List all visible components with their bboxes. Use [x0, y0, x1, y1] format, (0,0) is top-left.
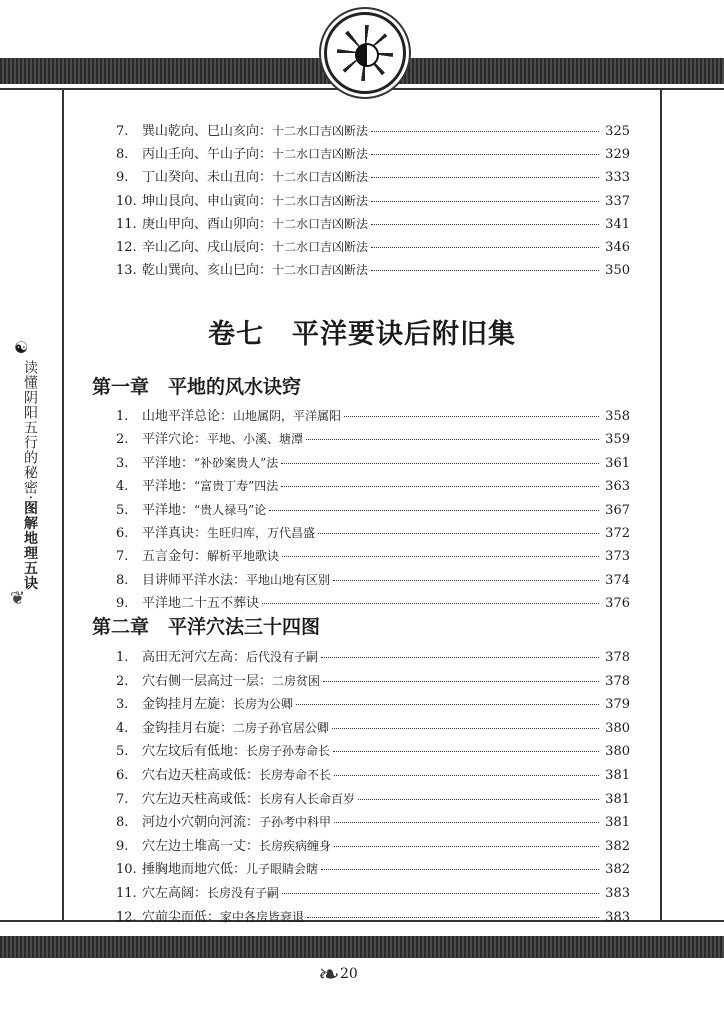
entry-subtitle: 长房寿命不长: [259, 768, 332, 782]
entry-number: 5.: [116, 502, 129, 518]
leader-dots: [333, 751, 599, 752]
entry-title: 五言金句：: [142, 549, 208, 565]
entry-page-number: 382: [605, 838, 630, 854]
frame-left-rule: [62, 90, 64, 920]
entry-number: 3.: [116, 697, 129, 713]
entry-title: 山地平洋总论：: [142, 409, 234, 424]
page-swirl-icon: ❧: [318, 960, 340, 990]
entry-title: 河边小穴朝向河流：: [142, 815, 260, 831]
toc-entry[interactable]: [116, 522, 630, 542]
entry-subtitle: 平地、小溪、塘潭: [207, 432, 304, 447]
entry-title: 捶胸地而地穴低：: [142, 862, 247, 878]
entry-subtitle: 儿子眼睛会瞎: [246, 862, 319, 877]
entry-page-number: 374: [605, 572, 630, 588]
entry-number: 12.: [116, 909, 137, 925]
entry-subtitle: 平地山地有区别: [246, 572, 331, 587]
bagua-emblem-icon: [324, 12, 406, 94]
entry-number: 11.: [116, 886, 137, 901]
entry-title: 目讲师平洋水法：: [142, 572, 247, 588]
entry-page-number: 381: [605, 768, 630, 783]
entry-page-number: 381: [605, 791, 630, 807]
leader-dots: [307, 917, 599, 918]
entry-number: 12.: [116, 240, 137, 255]
entry-subtitle: 解析平地歌诀: [207, 549, 280, 564]
entry-subtitle: 十二水口吉凶断法: [272, 124, 369, 138]
entry-title: 坤山艮向、申山寅向：: [142, 193, 273, 209]
toc-entry[interactable]: [116, 143, 630, 163]
toc-entry[interactable]: [116, 475, 630, 495]
leader-dots: [334, 822, 599, 823]
entry-subtitle: 十二水口吉凶断法: [272, 147, 369, 162]
entry-page-number: 361: [605, 455, 630, 471]
toc-entry[interactable]: [116, 405, 630, 425]
leader-dots: [296, 704, 599, 705]
entry-title: 庚山甲向、酉山卯向：: [142, 216, 273, 232]
toc-entry[interactable]: [116, 764, 630, 784]
entry-title: 穴右边天柱高或低：: [142, 768, 260, 783]
toc-entry[interactable]: [116, 906, 630, 926]
entry-subtitle: 长房子孙寿命长: [246, 744, 331, 759]
entry-title: 穴左边土堆高一丈：: [142, 838, 260, 854]
entry-page-number: 325: [605, 124, 630, 139]
entry-subtitle: 山地属阴，平洋属阳: [233, 409, 342, 423]
entry-number: 6.: [116, 768, 129, 783]
entry-title: 穴右侧一层高过一层：: [142, 673, 273, 689]
leader-dots: [281, 463, 599, 464]
entry-subtitle: 长房有人长命百岁: [259, 791, 356, 806]
entry-subtitle: 子孙考中科甲: [259, 815, 332, 830]
footer-decor-band: [0, 936, 724, 958]
leader-dots: [334, 846, 599, 847]
entry-number: 8.: [116, 572, 129, 588]
entry-number: 7.: [116, 549, 129, 565]
cloud-ornament-icon: ❦: [10, 588, 26, 609]
toc-entry[interactable]: [116, 592, 630, 612]
entry-title: 平洋真诀：: [142, 526, 208, 541]
entry-number: 1.: [116, 650, 129, 665]
entry-title: 平洋地二十五不葬诀: [142, 596, 260, 612]
leader-dots: [269, 510, 599, 511]
volume-title: 卷七 平洋要诀后附旧集: [208, 319, 516, 350]
entry-subtitle: 十二水口吉凶断法: [272, 193, 369, 208]
entry-number: 5.: [116, 744, 129, 760]
entry-subtitle: 后代没有子嗣: [246, 650, 319, 664]
yin-yang-icon: ☯: [14, 338, 29, 357]
leader-dots: [321, 657, 599, 658]
entry-page-number: 329: [605, 147, 630, 163]
leader-dots: [371, 224, 599, 225]
toc-entry[interactable]: [116, 788, 630, 808]
leader-dots: [323, 681, 599, 682]
entry-page-number: 381: [605, 815, 630, 831]
toc-entry[interactable]: [116, 740, 630, 760]
toc-entry[interactable]: [116, 858, 630, 878]
entry-page-number: 380: [605, 720, 630, 736]
leader-dots: [358, 799, 599, 800]
leader-dots: [371, 270, 599, 271]
leader-dots: [332, 728, 599, 729]
entry-page-number: 341: [605, 216, 630, 232]
leader-dots: [371, 131, 599, 132]
entry-page-number: 383: [605, 909, 630, 925]
toc-entry[interactable]: [116, 120, 630, 140]
side-title-bold: 图解地理五诀: [22, 500, 38, 591]
entry-subtitle: 家中各房皆衰退: [220, 909, 305, 924]
entry-subtitle: 十二水口吉凶断法: [272, 240, 369, 254]
leader-dots: [333, 580, 599, 581]
entry-number: 9.: [116, 838, 129, 854]
entry-page-number: 346: [605, 240, 630, 255]
entry-subtitle: “补砂案贵人”法: [194, 455, 279, 470]
entry-subtitle: 十二水口吉凶断法: [272, 216, 369, 231]
entry-title: 穴左坟后有低地：: [142, 744, 247, 760]
leader-dots: [282, 893, 599, 894]
entry-page-number: 373: [605, 549, 630, 565]
entry-subtitle: “贵人禄马”论: [194, 502, 267, 517]
leader-dots: [371, 201, 599, 202]
entry-subtitle: 长房没有子嗣: [207, 886, 280, 900]
entry-title: 穴左高阔：: [142, 886, 208, 901]
leader-dots: [281, 486, 599, 487]
entry-page-number: 379: [605, 697, 630, 713]
toc-entry[interactable]: [116, 213, 630, 233]
entry-number: 1.: [116, 409, 129, 424]
leader-dots: [371, 154, 599, 155]
leader-dots: [282, 556, 599, 557]
entry-page-number: 337: [605, 193, 630, 209]
page-number: 20: [340, 966, 358, 982]
entry-number: 10.: [116, 193, 137, 209]
chapter-1-title: 第一章 平地的风水诀窍: [92, 376, 302, 398]
leader-dots: [334, 775, 599, 776]
entry-title: 平洋地：: [142, 455, 195, 471]
entry-title: 平洋穴论：: [142, 432, 208, 448]
toc-entry[interactable]: [116, 428, 630, 448]
entry-title: 丙山壬向、午山子向：: [142, 147, 273, 163]
entry-title: 穴前尖而低：: [142, 909, 221, 925]
toc-entry[interactable]: [116, 190, 630, 210]
leader-dots: [262, 603, 599, 604]
entry-page-number: 363: [605, 479, 630, 495]
toc-entry[interactable]: [116, 569, 630, 589]
leader-dots: [344, 416, 599, 417]
toc-entry[interactable]: [116, 811, 630, 831]
entry-number: 8.: [116, 147, 129, 163]
toc-entry[interactable]: [116, 882, 630, 902]
toc-entry[interactable]: [116, 670, 630, 690]
entry-title: 巽山乾向、巳山亥向：: [142, 124, 273, 139]
leader-dots: [371, 177, 599, 178]
entry-subtitle: 十二水口吉凶断法: [272, 263, 369, 278]
leader-dots: [371, 247, 599, 248]
toc-entry[interactable]: [116, 693, 630, 713]
side-title-normal: 读懂阴阳五行的秘密·: [22, 360, 38, 501]
entry-page-number: 378: [605, 673, 630, 689]
entry-number: 7.: [116, 791, 129, 807]
leader-dots: [306, 439, 599, 440]
leader-dots: [321, 869, 599, 870]
entry-page-number: 367: [605, 502, 630, 518]
entry-page-number: 372: [605, 526, 630, 541]
entry-subtitle: “富贵丁寿”四法: [194, 479, 279, 494]
entry-subtitle: 长房疾病缠身: [259, 838, 332, 853]
entry-number: 3.: [116, 455, 129, 471]
entry-number: 10.: [116, 862, 137, 878]
entry-page-number: 359: [605, 432, 630, 448]
entry-number: 11.: [116, 216, 137, 232]
leader-dots: [318, 533, 599, 534]
entry-page-number: 382: [605, 862, 630, 878]
entry-number: 4.: [116, 720, 129, 736]
frame-right-rule: [660, 90, 662, 920]
entry-page-number: 378: [605, 650, 630, 665]
entry-title: 丁山癸向、未山丑向：: [142, 170, 273, 186]
entry-page-number: 380: [605, 744, 630, 760]
entry-title: 平洋地：: [142, 502, 195, 518]
toc-entry[interactable]: [116, 717, 630, 737]
entry-page-number: 383: [605, 886, 630, 901]
entry-title: 辛山乙向、戌山辰向：: [142, 240, 273, 255]
toc-entry[interactable]: [116, 835, 630, 855]
chapter-2-title: 第二章 平洋穴法三十四图: [92, 616, 321, 638]
entry-subtitle: 二房子孙官居公卿: [233, 720, 330, 735]
toc-entry[interactable]: [116, 236, 630, 256]
entry-number: 9.: [116, 596, 129, 612]
entry-title: 金钩挂月左旋：: [142, 697, 234, 713]
toc-entry[interactable]: [116, 259, 630, 279]
book-side-title: [10, 360, 40, 590]
entry-number: 2.: [116, 432, 129, 448]
toc-entry[interactable]: [116, 499, 630, 519]
entry-page-number: 350: [605, 263, 630, 279]
entry-number: 6.: [116, 526, 129, 541]
entry-title: 高田无河穴左高：: [142, 650, 247, 665]
entry-title: 平洋地：: [142, 479, 195, 495]
toc-entry[interactable]: [116, 545, 630, 565]
entry-page-number: 358: [605, 409, 630, 424]
entry-subtitle: 长房为公卿: [233, 697, 294, 712]
toc-entry[interactable]: [116, 166, 630, 186]
entry-number: 2.: [116, 673, 129, 689]
entry-number: 8.: [116, 815, 129, 831]
entry-number: 4.: [116, 479, 129, 495]
entry-title: 金钩挂月右旋：: [142, 720, 234, 736]
entry-subtitle: 二房贫困: [272, 673, 321, 688]
toc-entry[interactable]: [116, 646, 630, 666]
entry-number: 7.: [116, 124, 129, 139]
entry-subtitle: 十二水口吉凶断法: [272, 170, 369, 185]
entry-number: 9.: [116, 170, 129, 186]
entry-title: 穴左边天柱高或低：: [142, 791, 260, 807]
entry-page-number: 333: [605, 170, 630, 186]
entry-subtitle: 生旺归库，万代昌盛: [207, 526, 316, 540]
entry-number: 13.: [116, 263, 137, 279]
entry-page-number: 376: [605, 596, 630, 612]
entry-title: 乾山巽向、亥山巳向：: [142, 263, 273, 279]
toc-entry[interactable]: [116, 452, 630, 472]
